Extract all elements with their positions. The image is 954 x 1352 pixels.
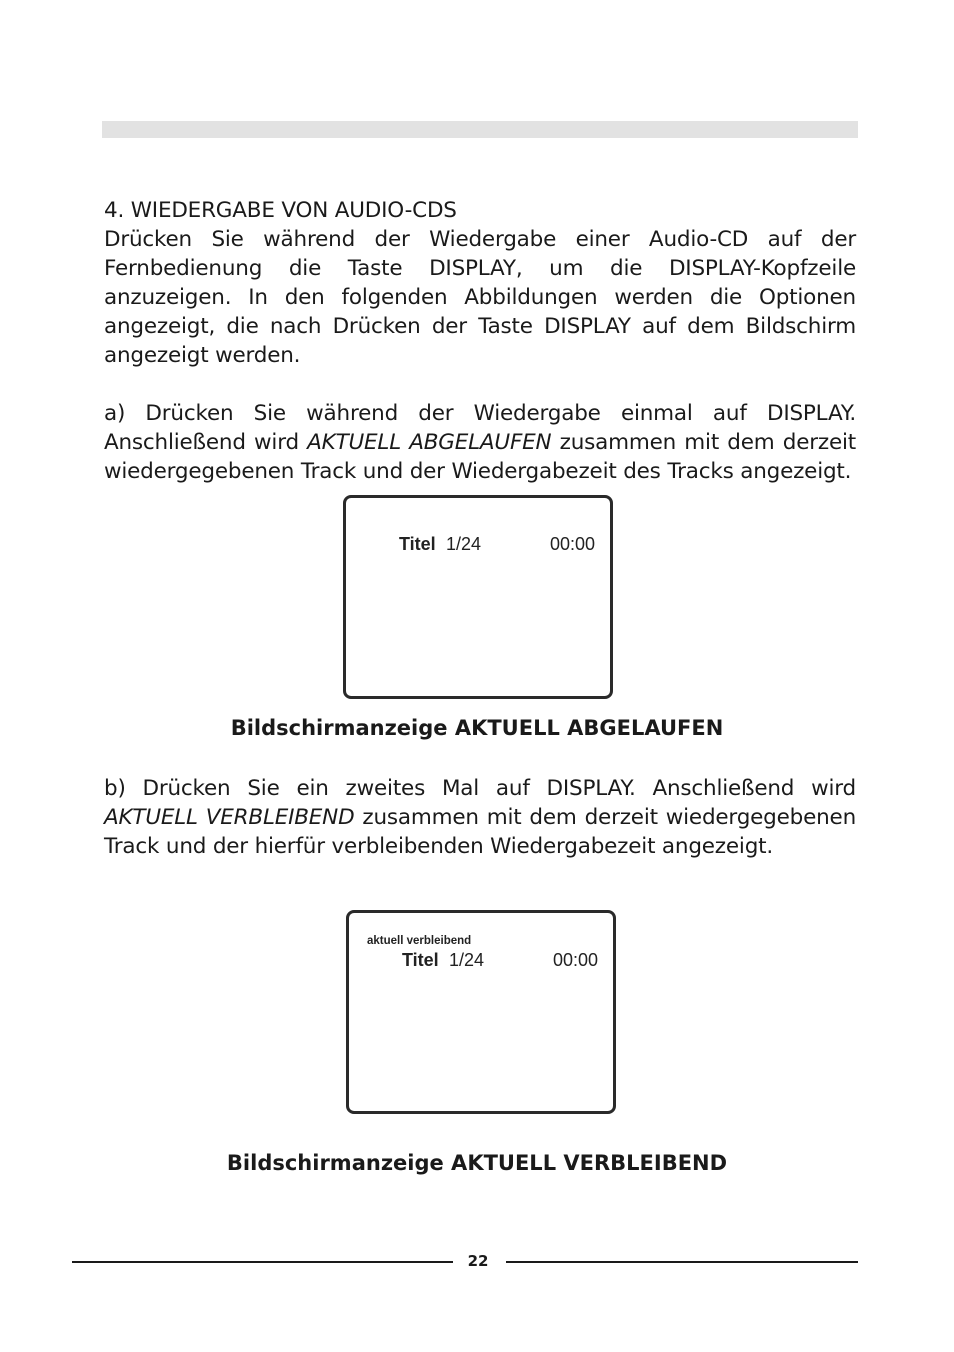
intro-paragraph: Drücken Sie während der Wiedergabe einer Audio-CD auf der Fernbedienung die Taste DISPLAY, um die DISPLAY-Kopfzeile anzuzeigen. In den folgenden Abbildungen werden die Optionen angezeigt, die nach Drücken der Taste DISPLAY auf dem Bildschirm angezeigt werden. <box>104 227 856 368</box>
screen-title-label: Titel <box>399 534 436 554</box>
footer-rule-right <box>506 1261 858 1263</box>
screen-title-label: Titel <box>402 950 439 970</box>
paragraph-a-emphasis: AKTUELL ABGELAUFEN <box>307 430 552 455</box>
paragraph-a-text-start: a) Drücken Sie während der Wiedergabe einmal auf DISPLAY. Anschließend wird <box>104 401 856 455</box>
screen-mode-label: aktuell verbleibend <box>367 935 472 947</box>
screen-track-number: 1/24 <box>449 950 485 970</box>
screen-track-number: 1/24 <box>446 534 482 554</box>
page-number: 22 <box>467 1252 489 1270</box>
paragraph-b-block <box>104 774 856 861</box>
caption-elapsed: Bildschirmanzeige AKTUELL ABGELAUFEN <box>230 716 724 740</box>
section-heading: 4. WIEDERGABE VON AUDIO-CDS <box>104 198 457 223</box>
paragraph-b-text-end: zusammen mit dem derzeit wiedergegebenen Track und der hierfür verbleibenden Wiedergabezeit angezeigt. <box>104 805 856 859</box>
paragraph-a <box>104 399 856 486</box>
paragraph-b-text-start: b) Drücken Sie ein zweites Mal auf DISPLAY. Anschließend wird <box>104 776 856 801</box>
footer-rule-left <box>72 1261 453 1263</box>
paragraph-b <box>104 774 856 861</box>
caption-remaining: Bildschirmanzeige AKTUELL VERBLEIBEND <box>226 1151 728 1175</box>
screen-display-elapsed <box>343 495 613 699</box>
screen-display-remaining <box>346 910 616 1114</box>
screen-time: 00:00 <box>553 950 599 970</box>
paragraph-b-emphasis: AKTUELL VERBLEIBEND <box>104 805 355 830</box>
section-content <box>104 196 856 486</box>
paragraph-a-text-end: zusammen mit dem derzeit wiedergegebenen Track und der Wiedergabezeit des Tracks angezeigt. <box>104 430 856 484</box>
screen-time: 00:00 <box>550 534 596 554</box>
header-bar <box>102 121 858 138</box>
